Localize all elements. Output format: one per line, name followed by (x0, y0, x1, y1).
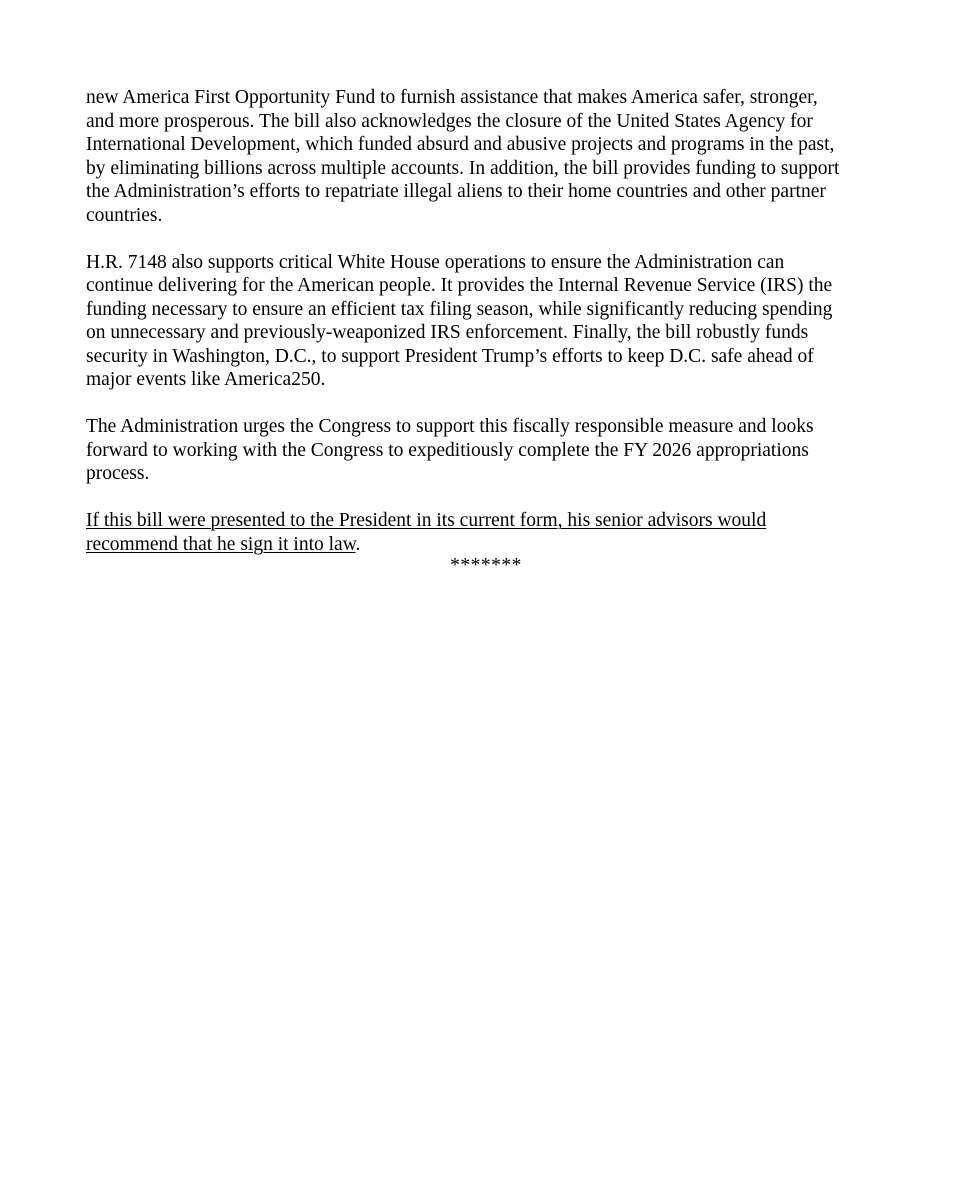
closing-period: . (355, 533, 361, 555)
paragraph-line: countries. (86, 204, 163, 226)
paragraph-line: and more prosperous. The bill also acknowledges the closure of the United States Agency for (86, 110, 813, 132)
paragraph-line: International Development, which funded absurd and abusive projects and programs in the past, (86, 134, 835, 155)
closing-line-2: recommend that he sign it into law (86, 533, 356, 555)
paragraph-foreign-assistance (86, 86, 891, 227)
paragraph-line: the Administration’s efforts to repatriate illegal aliens to their home countries and other partner (86, 181, 826, 202)
document-body (86, 86, 891, 576)
closing-line-1: If this bill were presented to the President in its current form, his senior advisors would (86, 510, 767, 531)
paragraph-line: forward to working with the Congress to expeditiously complete the FY 2026 appropriations (86, 439, 809, 461)
paragraph-line: new America First Opportunity Fund to furnish assistance that makes America safer, stronger, (86, 87, 818, 108)
paragraph-line: continue delivering for the American people. It provides the Internal Revenue Service (IRS) the (86, 275, 833, 296)
paragraph-line: on unnecessary and previously-weaponized IRS enforcement. Finally, the bill robustly funds (86, 322, 809, 343)
paragraph-line: H.R. 7148 also supports critical White House operations to ensure the Administration can (86, 251, 785, 273)
paragraph-line: funding necessary to ensure an efficient tax filing season, while significantly reducing spending (86, 298, 833, 320)
paragraph-line: major events like America250. (86, 369, 326, 390)
paragraph-white-house-operations (86, 251, 891, 392)
closing-line-2-wrap (86, 533, 891, 557)
paragraph-line: security in Washington, D.C., to support President Trump’s efforts to keep D.C. safe ahead of (86, 345, 814, 367)
closing-line-1-wrap (86, 509, 891, 533)
paragraph-line: by eliminating billions across multiple accounts. In addition, the bill provides funding to support (86, 157, 840, 179)
end-marker: ******* (450, 555, 522, 576)
paragraph-line: process. (86, 463, 150, 484)
closing-statement (86, 509, 891, 556)
paragraph-line: The Administration urges the Congress to support this fiscally responsible measure and looks (86, 416, 814, 437)
paragraph-congress-urge (86, 415, 891, 486)
